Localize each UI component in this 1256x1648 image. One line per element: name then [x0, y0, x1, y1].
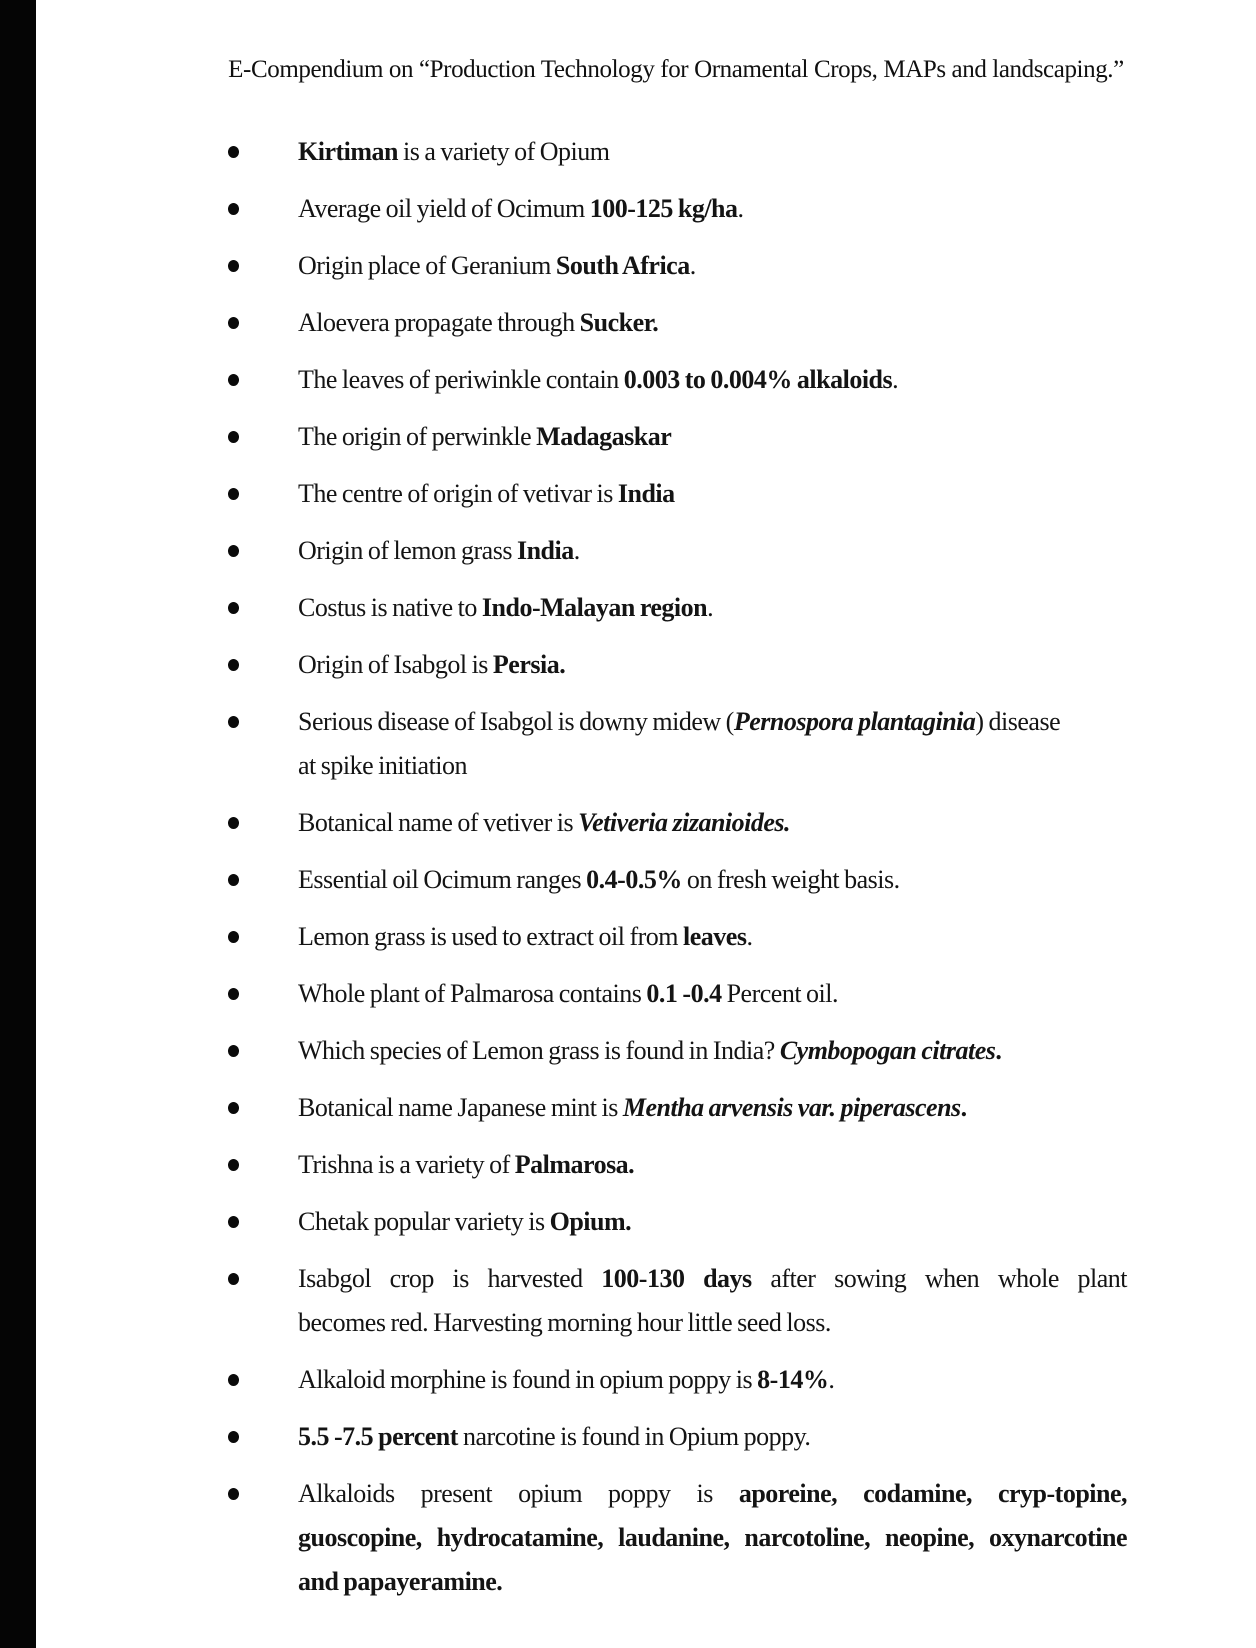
bullet-dot-icon [228, 874, 239, 886]
bullet-marker [228, 472, 298, 516]
text-segment: . [995, 1036, 1002, 1065]
text-segment: Botanical name of vetiver is [298, 808, 579, 837]
text-line [298, 700, 1127, 744]
item-text [298, 700, 1127, 788]
text-segment: Trishna is a variety of [298, 1150, 515, 1179]
item-text [298, 643, 1127, 687]
bullet-marker [228, 586, 298, 630]
bullet-marker [228, 1415, 298, 1459]
text-segment: Palmarosa. [514, 1150, 635, 1179]
list-item [228, 586, 1128, 630]
bullet-dot-icon [228, 1488, 239, 1500]
text-segment: Essential oil Ocimum ranges [298, 865, 587, 894]
text-segment: 0.1 -0.4 [646, 979, 722, 1008]
item-text [298, 972, 1127, 1016]
text-segment: . [737, 194, 744, 223]
text-line [298, 415, 1127, 459]
text-segment: Isabgol crop is harvested [298, 1264, 602, 1293]
bullet-marker [228, 972, 298, 1016]
bullet-dot-icon [228, 716, 239, 728]
list-item [228, 1200, 1128, 1244]
text-line [298, 1086, 1127, 1130]
text-line [298, 972, 1127, 1016]
list-item [228, 1415, 1128, 1459]
item-text [298, 187, 1127, 231]
text-segment: . [746, 922, 753, 951]
list-item [228, 915, 1128, 959]
list-item [228, 643, 1128, 687]
text-segment: Botanical name Japanese mint is [298, 1093, 623, 1122]
bullet-dot-icon [228, 1431, 239, 1443]
text-segment: Average oil yield of Ocimum [298, 194, 590, 223]
text-segment: . [573, 536, 580, 565]
text-segment: Alkaloid morphine is found in opium poppy is [298, 1365, 758, 1394]
text-segment: at spike initiation [298, 751, 468, 780]
bullet-dot-icon [228, 988, 239, 1000]
list-item [228, 1472, 1128, 1604]
bullet-dot-icon [228, 317, 239, 329]
text-segment: Origin place of Geranium [298, 251, 556, 280]
text-segment: Origin of lemon grass [298, 536, 517, 565]
text-segment: . [960, 1093, 967, 1122]
text-segment: aporeine, codamine, cryp-topine, [738, 1479, 1128, 1508]
text-segment: Which species of Lemon grass is found in India? [298, 1036, 780, 1065]
bullet-marker [228, 244, 298, 288]
bullet-marker [228, 801, 298, 845]
bullet-dot-icon [228, 1045, 239, 1057]
text-segment: Opium. [549, 1207, 632, 1236]
bullet-dot-icon [228, 817, 239, 829]
text-line [298, 1257, 1127, 1301]
text-segment: guoscopine, hydrocatamine, laudanine, narcotoline, neopine, oxynarcotine [298, 1523, 1127, 1552]
text-line [298, 1301, 1127, 1345]
bullet-dot-icon [228, 1216, 239, 1228]
text-segment: Cymbopogan citrates [779, 1036, 996, 1065]
bullet-dot-icon [228, 659, 239, 671]
text-line [298, 1029, 1127, 1073]
text-segment: The origin of perwinkle [298, 422, 537, 451]
text-segment: Kirtiman [298, 137, 398, 166]
item-text [298, 358, 1127, 402]
bullet-marker [228, 700, 298, 788]
list-item [228, 1086, 1128, 1130]
bullet-dot-icon [228, 1102, 239, 1114]
text-segment: Persia. [492, 650, 566, 679]
text-segment: 0.4-0.5% [586, 865, 682, 894]
item-text [298, 1143, 1127, 1187]
bullet-marker [228, 187, 298, 231]
text-line [298, 1143, 1127, 1187]
scan-edge-strip [0, 0, 36, 1648]
text-segment: Sucker. [579, 308, 659, 337]
list-item [228, 1257, 1128, 1345]
item-text [298, 1358, 1127, 1402]
text-line [298, 529, 1127, 573]
bullet-dot-icon [228, 1273, 239, 1285]
text-segment: The leaves of periwinkle contain [298, 365, 624, 394]
bullet-marker [228, 130, 298, 174]
bullet-marker [228, 1200, 298, 1244]
text-segment: . [689, 251, 696, 280]
text-segment: Vetiveria zizanioides. [578, 808, 791, 837]
bullet-marker [228, 529, 298, 573]
text-segment: Costus is native to [298, 593, 482, 622]
text-segment: 5.5 -7.5 percent [298, 1422, 458, 1451]
text-segment: 100-125 kg/ha [589, 194, 738, 223]
text-segment: Serious disease of Isabgol is downy midew ( [298, 707, 734, 736]
bullet-dot-icon [228, 545, 239, 557]
item-text [298, 915, 1127, 959]
list-item [228, 1143, 1128, 1187]
text-line [298, 1560, 1127, 1604]
text-segment: Alkaloids present opium poppy is [298, 1479, 739, 1508]
list-item [228, 972, 1128, 1016]
bullet-marker [228, 1143, 298, 1187]
item-text [298, 244, 1127, 288]
item-text [298, 130, 1127, 174]
bullet-dot-icon [228, 146, 239, 158]
list-item [228, 472, 1128, 516]
text-line [298, 858, 1127, 902]
item-text [298, 301, 1127, 345]
bullet-marker [228, 915, 298, 959]
text-line [298, 1358, 1127, 1402]
list-item [228, 700, 1128, 788]
text-line [298, 915, 1127, 959]
text-segment: 8-14% [757, 1365, 829, 1394]
item-text [298, 801, 1127, 845]
list-item [228, 415, 1128, 459]
text-segment: . [707, 593, 714, 622]
text-segment: on fresh weight basis. [681, 865, 900, 894]
text-line [298, 187, 1127, 231]
text-segment: South Africa [555, 251, 690, 280]
bullet-marker [228, 643, 298, 687]
text-segment: after sowing when whole plant [751, 1264, 1127, 1293]
item-text [298, 1200, 1127, 1244]
bullet-dot-icon [228, 931, 239, 943]
list-item [228, 244, 1128, 288]
text-segment: Whole plant of Palmarosa contains [298, 979, 647, 1008]
bullet-marker [228, 858, 298, 902]
item-text [298, 586, 1127, 630]
bullet-dot-icon [228, 203, 239, 215]
text-line [298, 801, 1127, 845]
list-item [228, 301, 1128, 345]
text-line [298, 301, 1127, 345]
bullet-marker [228, 1086, 298, 1130]
text-segment: Origin of Isabgol is [298, 650, 493, 679]
text-segment: ) disease [975, 707, 1061, 736]
bullet-marker [228, 1257, 298, 1345]
text-line [298, 643, 1127, 687]
list-item [228, 529, 1128, 573]
list-item [228, 1029, 1128, 1073]
text-segment: . [892, 365, 899, 394]
text-line [298, 1200, 1127, 1244]
text-segment: India [516, 536, 574, 565]
text-line [298, 472, 1127, 516]
text-segment: leaves [683, 922, 747, 951]
item-text [298, 472, 1127, 516]
text-segment: Pernospora plantaginia [733, 707, 976, 736]
text-segment: Lemon grass is used to extract oil from [298, 922, 684, 951]
list-item [228, 358, 1128, 402]
bullet-dot-icon [228, 260, 239, 272]
text-segment: Mentha arvensis var. piperascens [622, 1093, 961, 1122]
list-item [228, 1358, 1128, 1402]
bullet-marker [228, 301, 298, 345]
text-segment: is a variety of Opium [398, 137, 610, 166]
list-item [228, 801, 1128, 845]
bullet-dot-icon [228, 488, 239, 500]
bullet-dot-icon [228, 1159, 239, 1171]
text-line [298, 1415, 1127, 1459]
item-text [298, 1086, 1127, 1130]
page-header: E-Compendium on “Production Technology for Ornamental Crops, MAPs and landscaping.” [228, 56, 1124, 83]
text-line [298, 244, 1127, 288]
bullet-marker [228, 1472, 298, 1604]
text-line [298, 358, 1127, 402]
text-segment: narcotine is found in Opium poppy. [457, 1422, 811, 1451]
list-item [228, 130, 1128, 174]
text-line [298, 130, 1127, 174]
bullet-marker [228, 358, 298, 402]
bullet-dot-icon [228, 602, 239, 614]
item-text [298, 1472, 1127, 1604]
item-text [298, 1029, 1127, 1073]
text-segment: 100-130 days [601, 1264, 752, 1293]
item-text [298, 415, 1127, 459]
bullet-dot-icon [228, 431, 239, 443]
text-segment: and papayeramine. [298, 1567, 503, 1596]
item-text [298, 858, 1127, 902]
bullet-marker [228, 1358, 298, 1402]
text-line [298, 744, 1127, 788]
text-segment: 0.003 to 0.004% alkaloids [623, 365, 893, 394]
text-segment: Chetak popular variety is [298, 1207, 550, 1236]
bullet-marker [228, 415, 298, 459]
text-segment: becomes red. Harvesting morning hour little seed loss. [298, 1308, 831, 1337]
bullet-dot-icon [228, 1374, 239, 1386]
text-segment: India [617, 479, 675, 508]
bullet-list [228, 130, 1128, 1617]
text-line [298, 1472, 1127, 1516]
text-line [298, 1516, 1127, 1560]
text-segment: Aloevera propagate through [298, 308, 580, 337]
text-segment: Percent oil. [721, 979, 838, 1008]
list-item [228, 187, 1128, 231]
text-segment: Indo-Malayan region [481, 593, 708, 622]
item-text [298, 529, 1127, 573]
text-line [298, 586, 1127, 630]
bullet-marker [228, 1029, 298, 1073]
bullet-dot-icon [228, 374, 239, 386]
list-item [228, 858, 1128, 902]
text-segment: The centre of origin of vetivar is [298, 479, 618, 508]
text-segment: Madagaskar [536, 422, 672, 451]
item-text [298, 1415, 1127, 1459]
text-segment: . [828, 1365, 835, 1394]
item-text [298, 1257, 1127, 1345]
